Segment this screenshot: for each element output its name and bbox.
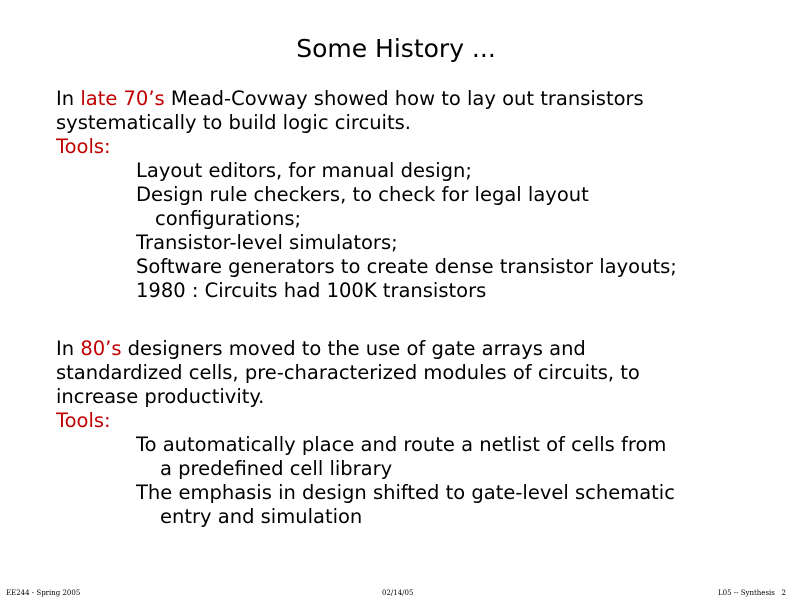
section1-tool-item-continuation: configurations;: [155, 207, 302, 230]
section2-intro-line3: increase productivity.: [56, 385, 265, 408]
section1-tool-item: Software generators to create dense transistor layouts;: [136, 255, 677, 278]
section1-tool-item: 1980 : Circuits had 100K transistors: [136, 279, 487, 302]
section1-intro-line2: systematically to build logic circuits.: [56, 111, 411, 134]
section1-intro-rest: Mead-Covway showed how to lay out transistors: [164, 87, 644, 110]
section2-tool-item: The emphasis in design shifted to gate-level schematic: [136, 481, 675, 504]
section2-tool-item: To automatically place and route a netlist of cells from: [136, 433, 667, 456]
footer-date: 02/14/05: [382, 589, 414, 597]
section2-intro-line1: [56, 337, 586, 361]
section1-intro-prefix: In: [56, 87, 81, 110]
section2-highlight: 80’s: [80, 337, 122, 360]
section2-intro-rest: designers moved to the use of gate arrays and: [121, 337, 586, 360]
section2-tools-label: Tools:: [56, 409, 111, 432]
section1-tool-item: Design rule checkers, to check for legal layout: [136, 183, 589, 206]
slide-title: Some History ...: [296, 34, 496, 63]
section1-highlight: late 70’s: [80, 87, 165, 110]
section1-tool-item: Layout editors, for manual design;: [136, 159, 472, 182]
section1-tools-label: Tools:: [56, 135, 111, 158]
section2-intro-line2: standardized cells, pre-characterized modules of circuits, to: [56, 361, 640, 384]
section2-tool-item-continuation: a predefined cell library: [160, 457, 393, 480]
section2-intro-prefix: In: [56, 337, 81, 360]
section1-tool-item: Transistor-level simulators;: [136, 231, 398, 254]
section2-tool-item-continuation: entry and simulation: [160, 505, 363, 528]
footer-lecture: L05 -- Synthesis 2: [717, 589, 786, 597]
footer-course: EE244 - Spring 2005: [6, 589, 81, 597]
section1-intro-line1: [56, 87, 644, 111]
